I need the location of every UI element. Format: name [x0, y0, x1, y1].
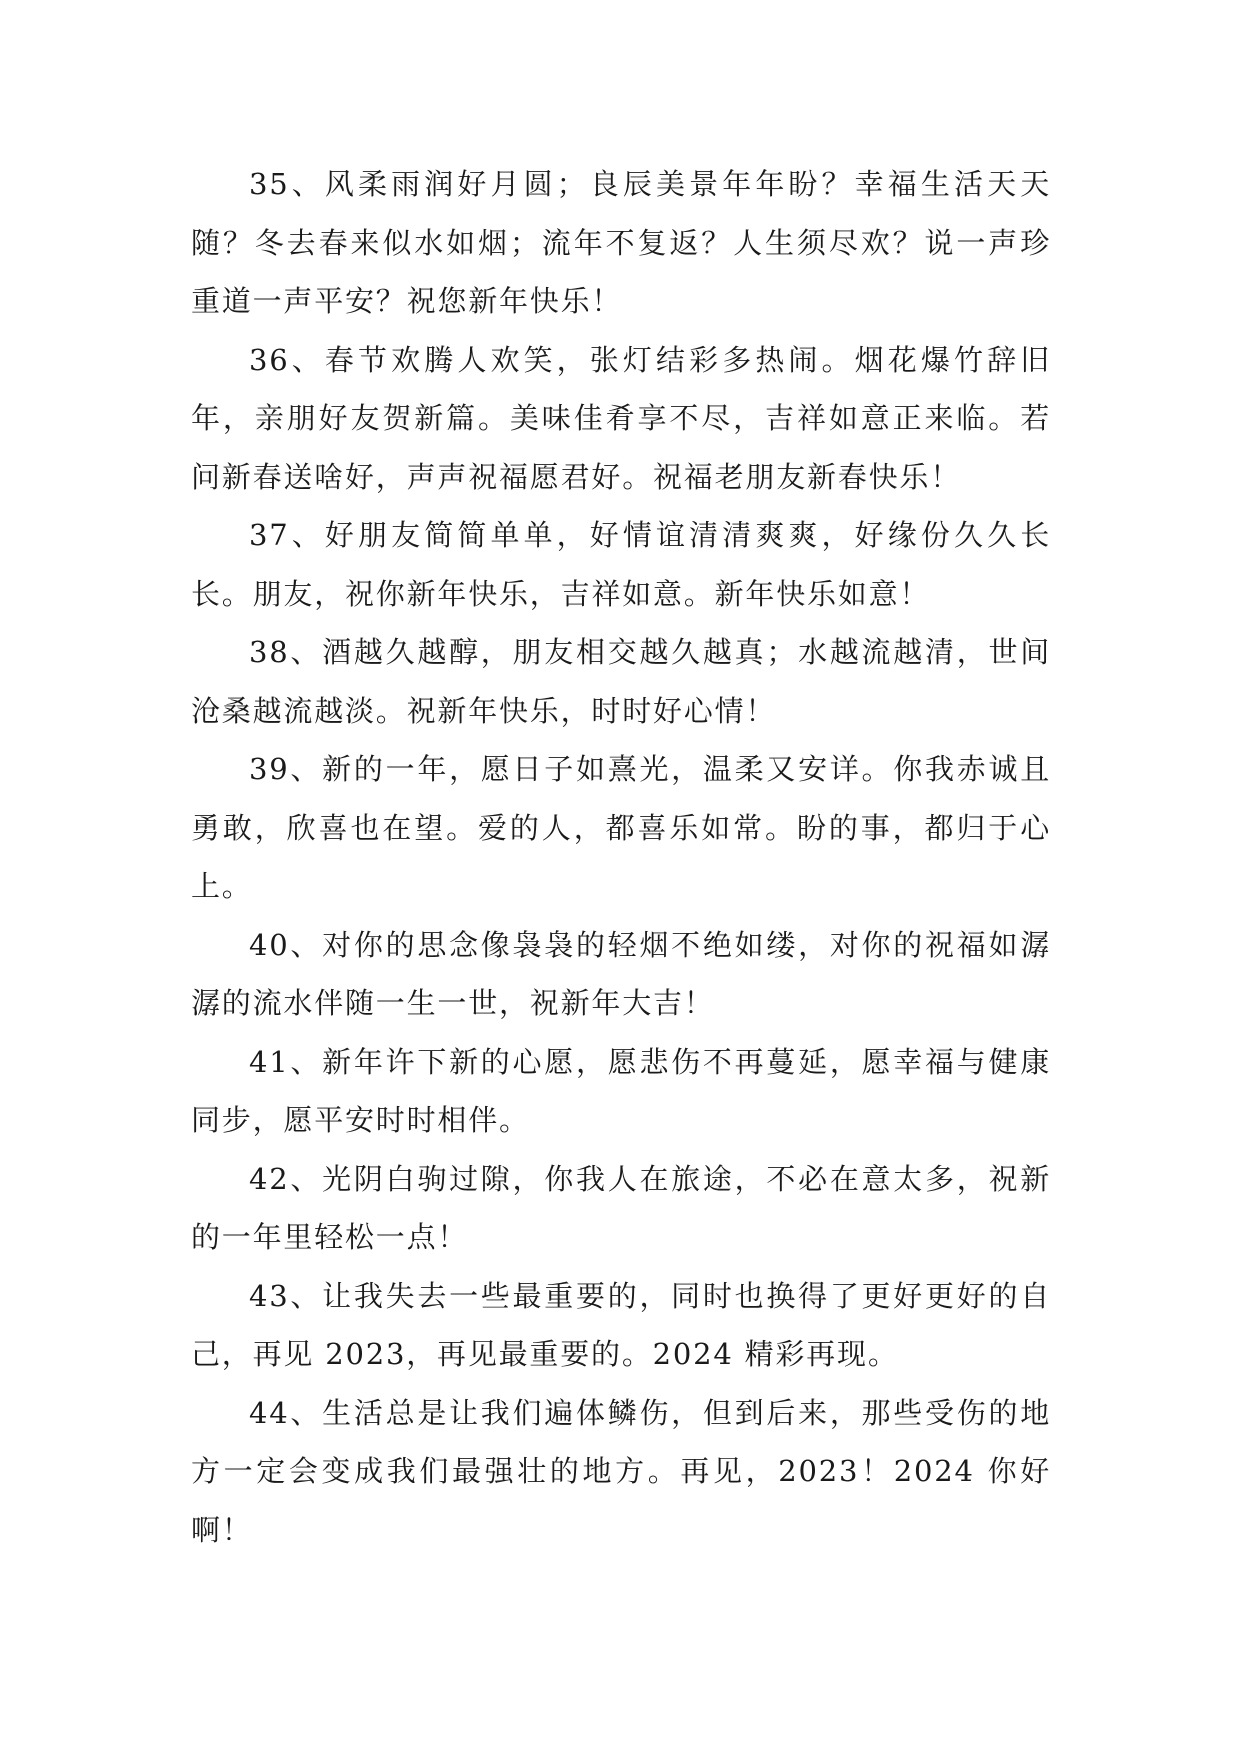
paragraph-43: 43、让我失去一些最重要的，同时也换得了更好更好的自己，再见 2023，再见最重要的。2024 精彩再现。	[191, 1278, 1051, 1371]
paragraph-40: 40、对你的思念像袅袅的轻烟不绝如缕，对你的祝福如潺潺的流水伴随一生一世，祝新年大吉！	[191, 927, 1051, 1020]
paragraph-41: 41、新年许下新的心愿，愿悲伤不再蔓延，愿幸福与健康同步，愿平安时时相伴。	[191, 1044, 1051, 1137]
paragraph-39: 39、新的一年，愿日子如熹光，温柔又安详。你我赤诚且勇敢，欣喜也在望。爱的人，都喜乐如常。盼的事，都归于心上。	[191, 752, 1051, 903]
paragraph-35: 35、风柔雨润好月圆；良辰美景年年盼？幸福生活天天随？冬去春来似水如烟；流年不复返？人生须尽欢？说一声珍重道一声平安？祝您新年快乐！	[191, 167, 1051, 318]
paragraph-36: 36、春节欢腾人欢笑，张灯结彩多热闹。烟花爆竹辞旧年，亲朋好友贺新篇。美味佳肴享不尽，吉祥如意正来临。若问新春送啥好，声声祝福愿君好。祝福老朋友新春快乐！	[191, 342, 1051, 494]
paragraph-37: 37、好朋友简简单单，好情谊清清爽爽，好缘份久久长长。朋友，祝你新年快乐，吉祥如意。新年快乐如意！	[191, 518, 1051, 611]
paragraph-42: 42、光阴白驹过隙，你我人在旅途，不必在意太多，祝新的一年里轻松一点！	[191, 1161, 1051, 1254]
paragraph-38: 38、酒越久越醇，朋友相交越久越真；水越流越清，世间沧桑越流越淡。祝新年快乐，时时好心情！	[191, 635, 1051, 728]
paragraph-44: 44、生活总是让我们遍体鳞伤，但到后来，那些受伤的地方一定会变成我们最强壮的地方。再见，2023！2024 你好啊！	[191, 1395, 1051, 1547]
document-body	[191, 155, 1051, 1559]
